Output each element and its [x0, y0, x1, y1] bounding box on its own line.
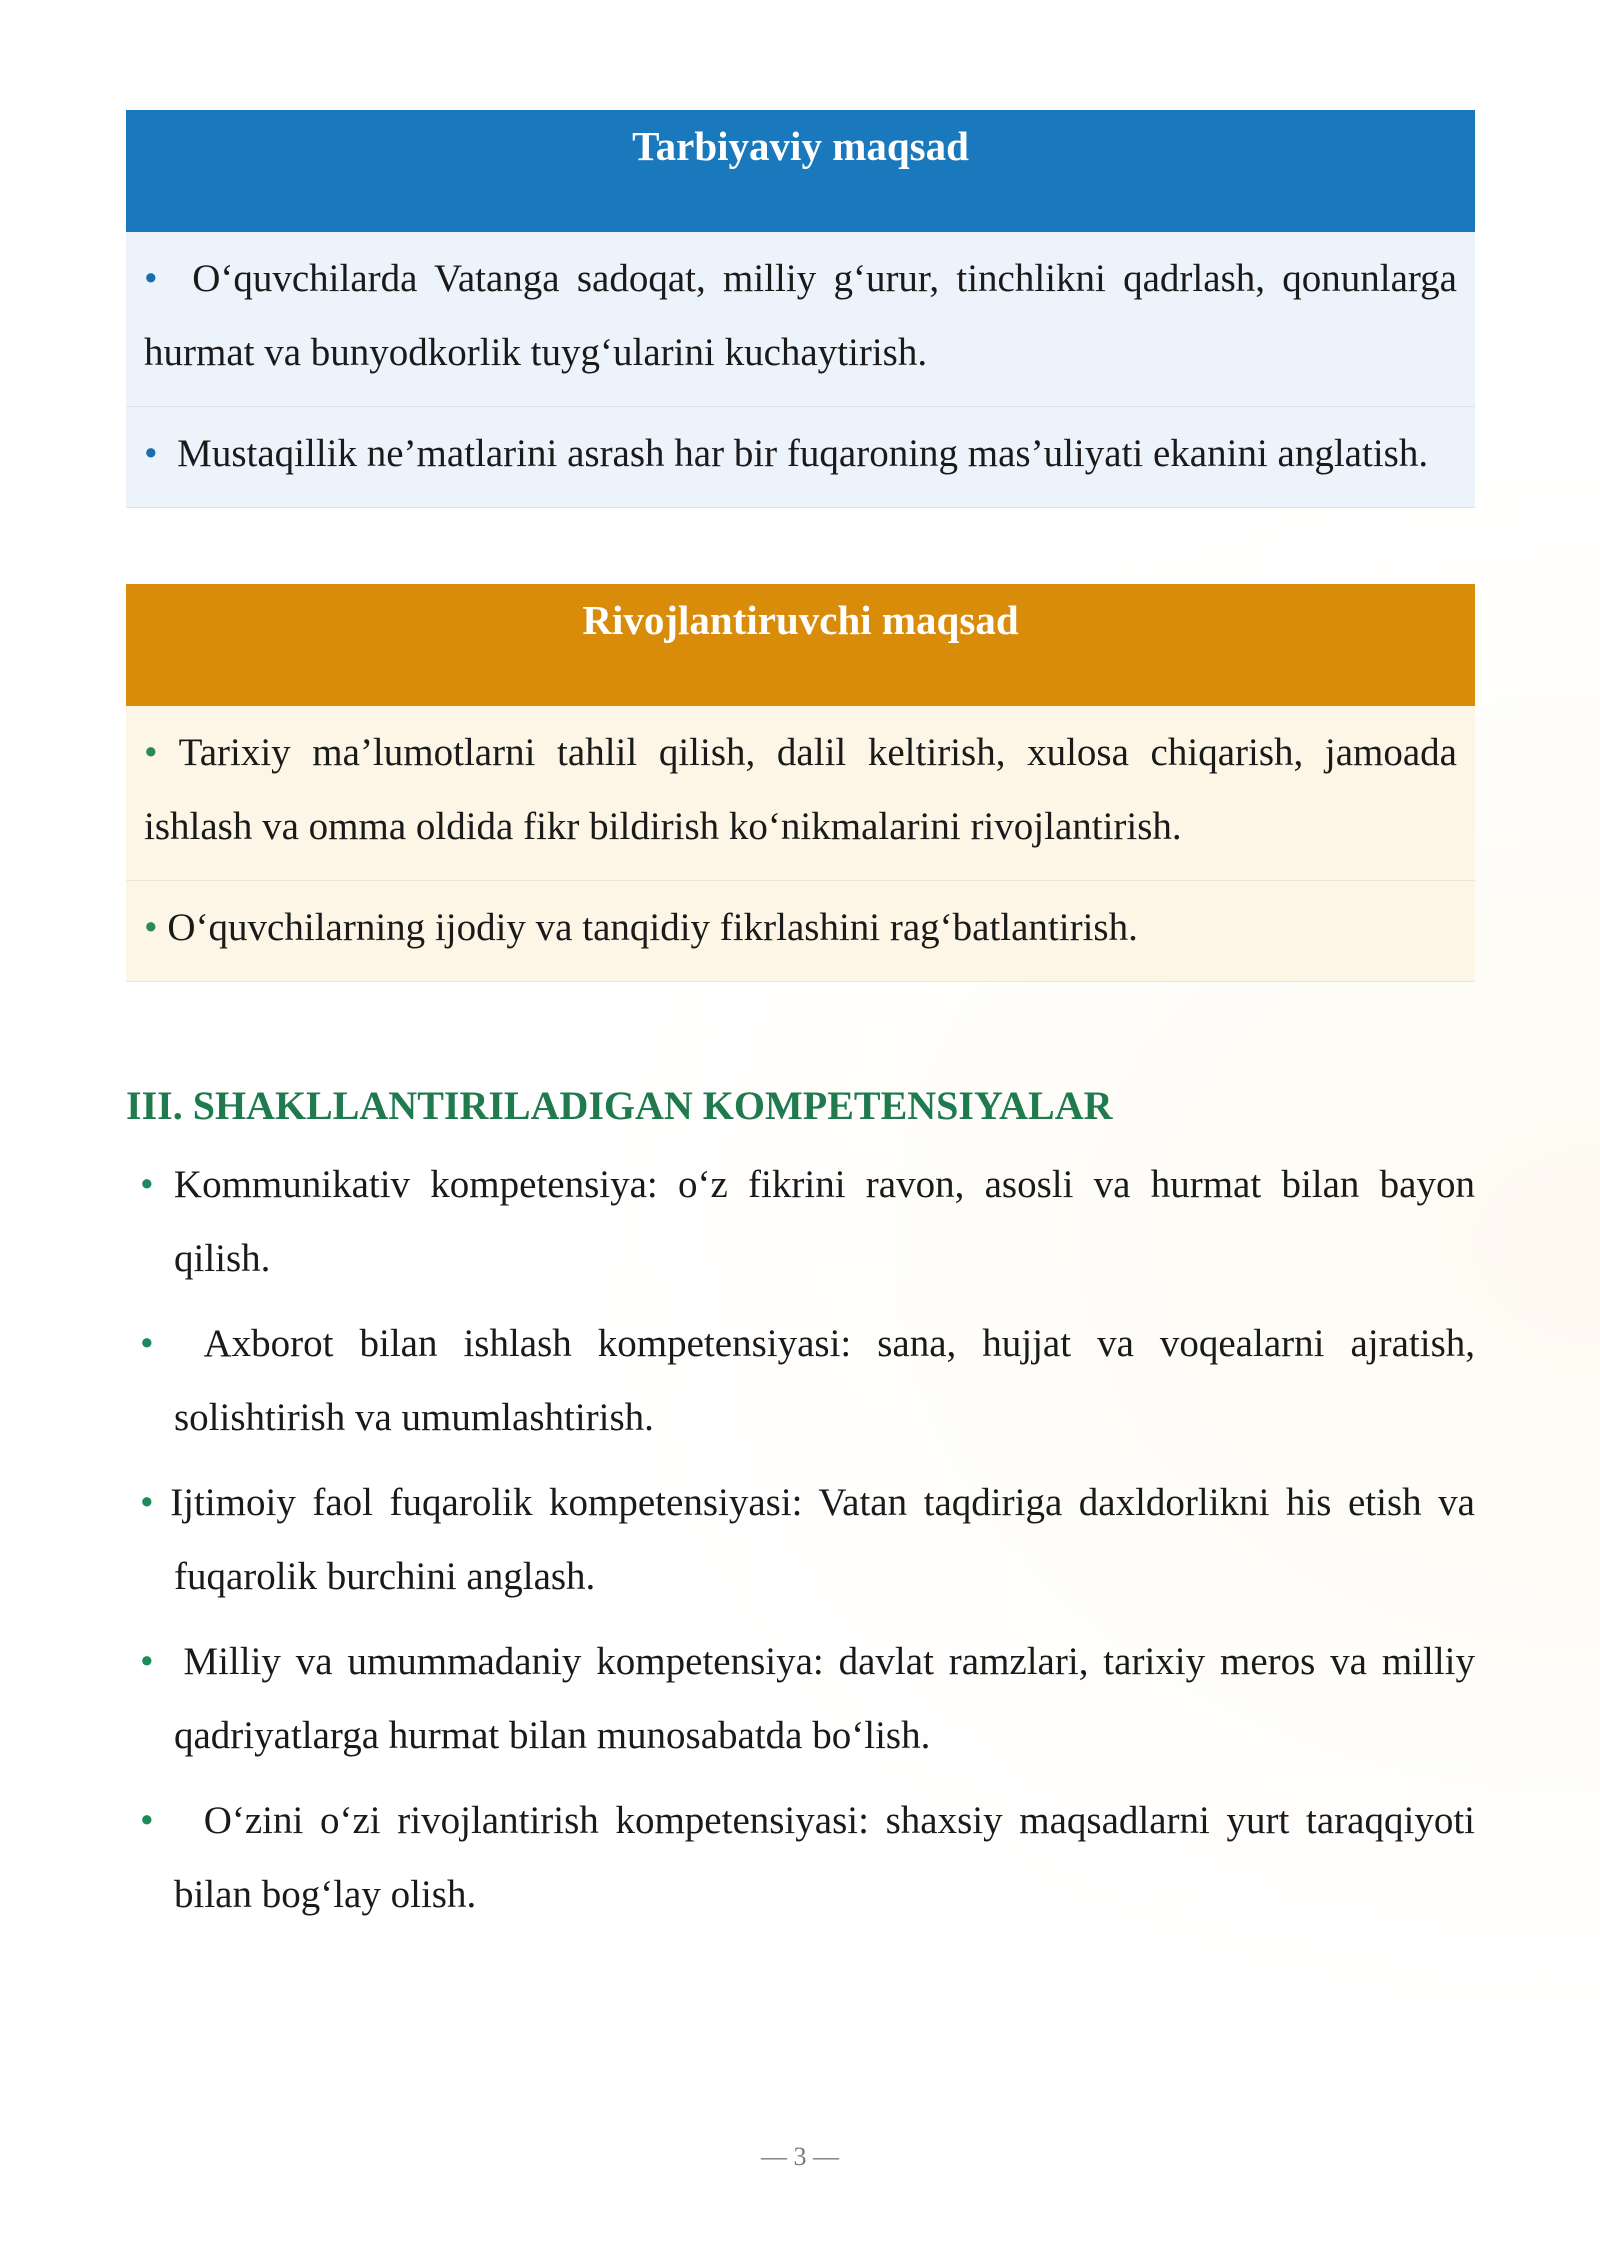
competency-item — [126, 1466, 1475, 1614]
educational-goal-text: O‘quvchilarda Vatanga sadoqat, milliy g‘urur, tinchlikni qadrlash, qonunlarga hurmat va bunyodkorlik tuyg‘ularini kuchaytirish. — [144, 257, 1457, 374]
developmental-goal-title: Rivojlantiruvchi maqsad — [126, 584, 1475, 706]
educational-goal-box — [126, 110, 1475, 508]
competency-text: Ijtimoiy faol fuqarolik kompetensiyasi: Vatan taqdiriga daxldorlikni his etish va fuqarolik burchini anglash. — [170, 1481, 1475, 1598]
competencies-heading: III. SHAKLLANTIRILADIGAN KOMPETENSIYALAR — [126, 1083, 1113, 1128]
educational-goal-title: Tarbiyaviy maqsad — [126, 110, 1475, 232]
page-content — [126, 110, 1475, 1943]
page-number: — 3 — — [761, 2142, 839, 2171]
competency-text: Milliy va umummadaniy kompetensiya: davlat ramzlari, tarixiy meros va milliy qadriyatlarga hurmat bilan munosabatda bo‘lish. — [174, 1640, 1476, 1757]
competency-text: Axborot bilan ishlash kompetensiyasi: sana, hujjat va voqealarni ajratish, solishtirish va umumlashtirish. — [174, 1322, 1475, 1439]
competency-item — [126, 1625, 1475, 1773]
bullet-icon: • — [140, 1163, 154, 1206]
bullet-icon: • — [144, 906, 158, 949]
bullet-icon: • — [144, 257, 158, 300]
bullet-icon: • — [140, 1799, 154, 1842]
developmental-goal-item — [126, 881, 1475, 982]
developmental-goal-text: O‘quvchilarning ijodiy va tanqidiy fikrlashini rag‘batlantirish. — [167, 906, 1138, 949]
bullet-icon: • — [140, 1481, 154, 1524]
competencies-list — [126, 1148, 1475, 1932]
competency-item — [126, 1784, 1475, 1932]
bullet-icon: • — [144, 432, 158, 475]
bullet-icon: • — [144, 731, 158, 774]
competency-item — [126, 1148, 1475, 1296]
bullet-icon: • — [140, 1640, 154, 1683]
educational-goal-text: Mustaqillik ne’matlarini asrash har bir fuqaroning mas’uliyati ekanini anglatish. — [177, 432, 1429, 475]
competency-text: Kommunikativ kompetensiya: o‘z fikrini ravon, asosli va hurmat bilan bayon qilish. — [173, 1163, 1475, 1280]
competency-item — [126, 1307, 1475, 1455]
competency-text: O‘zini o‘zi rivojlantirish kompetensiyasi: shaxsiy maqsadlarni yurt taraqqiyoti bilan bog‘lay olish. — [174, 1799, 1475, 1916]
educational-goal-item — [126, 232, 1475, 407]
developmental-goal-item — [126, 706, 1475, 881]
developmental-goal-box — [126, 584, 1475, 982]
bullet-icon: • — [140, 1322, 154, 1365]
developmental-goal-text: Tarixiy ma’lumotlarni tahlil qilish, dalil keltirish, xulosa chiqarish, jamoada ishlash va omma oldida fikr bildirish ko‘nikmalarini rivojlantirish. — [144, 731, 1457, 848]
educational-goal-item — [126, 407, 1475, 508]
